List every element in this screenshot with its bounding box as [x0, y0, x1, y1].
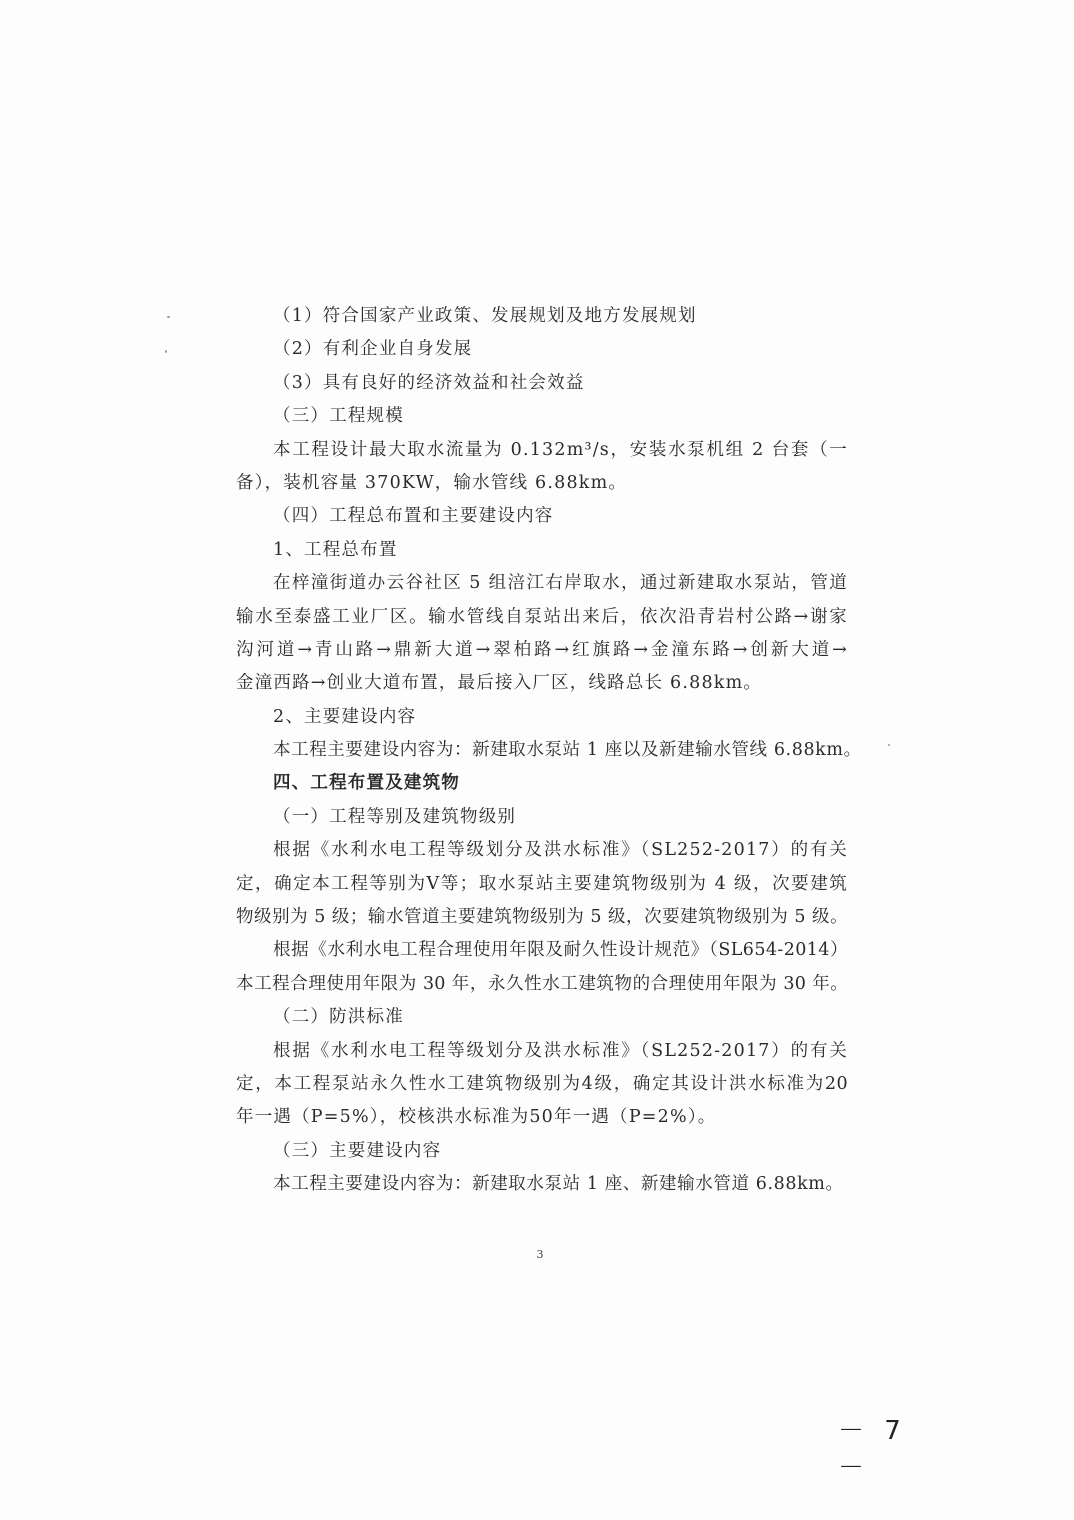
paragraph-line: 根据《水利水电工程等级划分及洪水标准》（SL252-2017）的有关	[273, 1040, 848, 1061]
section-heading-flood: （二）防洪标准	[273, 1007, 404, 1028]
scan-speck	[888, 744, 890, 746]
paragraph-line: 本工程主要建设内容为：新建取水泵站 1 座以及新建输水管线 6.88km。	[273, 740, 862, 761]
paragraph-line: 定，本工程泵站永久性水工建筑物级别为4级，确定其设计洪水标准为20	[236, 1073, 848, 1094]
paragraph-line: 备），装机容量 370KW，输水管线 6.88km。	[236, 472, 628, 493]
paragraph-line: 年一遇（P=5%），校核洪水标准为50年一遇（P=2%）。	[236, 1107, 717, 1128]
subsection-heading: 2、主要建设内容	[273, 706, 417, 727]
paragraph-line: 金潼西路→创业大道布置，最后接入厂区，线路总长 6.88km。	[236, 673, 763, 694]
chapter-heading: 四、工程布置及建筑物	[273, 773, 460, 794]
list-item-3: （3）具有良好的经济效益和社会效益	[273, 372, 585, 393]
section-heading-scale: （三）工程规模	[273, 406, 404, 427]
outer-page-number: － 7 －	[838, 1416, 907, 1483]
subsection-heading: 1、工程总布置	[273, 539, 398, 560]
paragraph-line: 在梓潼街道办云谷社区 5 组涪江右岸取水，通过新建取水泵站，管道	[273, 573, 848, 594]
list-item-1: （1）符合国家产业政策、发展规划及地方发展规划	[273, 306, 697, 326]
section-heading-grade: （一）工程等别及建筑物级别	[273, 806, 517, 827]
paragraph-line: 物级别为 5 级；输水管道主要建筑物级别为 5 级，次要建筑物级别为 5 级。	[236, 907, 848, 928]
inner-page-number: 3	[536, 1248, 544, 1261]
paragraph-line: 根据《水利水电工程合理使用年限及耐久性设计规范》（SL654-2014）	[273, 940, 848, 961]
paragraph-line: 定，确定本工程等别为Ⅴ等；取水泵站主要建筑物级别为 4 级，次要建筑	[236, 873, 848, 894]
section-heading-layout: （四）工程总布置和主要建设内容	[273, 506, 554, 527]
paragraph-line: 本工程设计最大取水流量为 0.132m³/s，安装水泵机组 2 台套（一	[273, 439, 848, 460]
paragraph-line: 本工程主要建设内容为：新建取水泵站 1 座、新建输水管道 6.88km。	[273, 1174, 844, 1195]
paragraph-line: 本工程合理使用年限为 30 年，永久性水工建筑物的合理使用年限为 30 年。	[236, 973, 848, 994]
document-body	[236, 300, 862, 1202]
paragraph-line: 沟河道→青山路→鼎新大道→翠柏路→红旗路→金潼东路→创新大道→	[236, 639, 848, 660]
section-heading-construction: （三）主要建设内容	[273, 1140, 442, 1161]
paragraph-line: 根据《水利水电工程等级划分及洪水标准》（SL252-2017）的有关	[273, 840, 848, 861]
scan-speck	[167, 316, 170, 318]
scan-speck	[165, 350, 167, 353]
list-item-2: （2）有利企业自身发展	[273, 339, 473, 360]
paragraph-line: 输水至泰盛工业厂区。输水管线自泵站出来后，依次沿青岩村公路→谢家	[236, 606, 848, 627]
